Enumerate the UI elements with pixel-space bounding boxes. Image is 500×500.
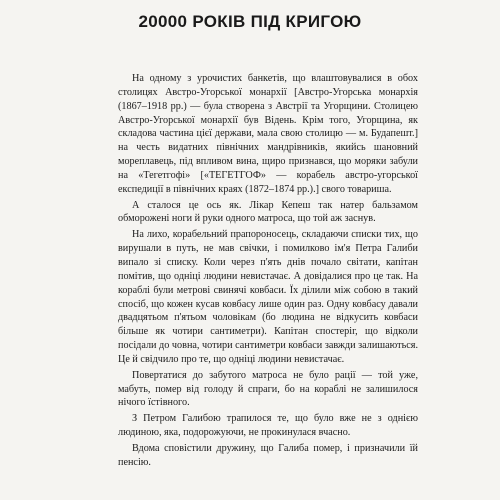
paragraph-6: Вдома сповістили дружину, що Галиба помер, і призначили їй пенсію.	[118, 442, 418, 468]
paragraph-4: Повертатися до забутого матроса не було рації — той уже, мабуть, помер від голоду й спраги, бо на кораблі не залишилося нічого їстівного.	[118, 369, 418, 409]
page-body	[118, 72, 418, 470]
paragraph-5: З Петром Галибою трапилося те, що було вже не з однією людиною, яка, подорожуючи, не прокинулася вчасно.	[118, 413, 418, 439]
paragraph-2: А сталося це ось як. Лікар Кепеш так натер бальзамом обморожені ноги й руки одного матроса, що той аж заснув.	[118, 199, 418, 225]
paragraph-3: На лихо, корабельний прапороносець, складаючи списки тих, що вирушали в путь, не мав свічки, і помилково ім'я Петра Галиби випало зі списку. Коли через п'ять днів почало світати, капітан помітив, що одніці людини невистачає. А довідалися про це так. На кораблі були метрові свинячі ковбаси. Їх ділили між собою в такий спосіб, що кожен кусав ковбасу лише один раз. Одну ковбасу давали двадцятьом п'ятьом чоловікам (бо людина не відкусить ковбаси більше як чотири сантиметри). Капітан спостеріг, що відколи посідали до човна, чотири сантиметри ковбаси завжди залишаються. Це й свідчило про те, що одніці людини невистачає.	[118, 229, 418, 365]
page-title: 20000 РОКІВ ПІД КРИГОЮ	[138, 12, 362, 31]
paragraph-1: На одному з урочистих банкетів, що влаштовувалися в обох столицях Австро-Угорської монархії [Австро-Угорська монархія (1867–1918 рр.) — була створена з Австрії та Угорщини. Столицею Австро-Угорської монархії був Відень. Крім того, Угорщина, як складова частина цієї держави, мала свою столицю — м. Будапешт.] на честь видатних північних мандрівників, якийсь шановний мореплавець, під впливом вина, щиро признався, що моряки забули на «Тегетгофі» [«ТЕГЕТГОФ» — корабель австро-угорської експедиції в північних краях (1872–1874 рр.).] свого товариша.	[118, 73, 418, 195]
